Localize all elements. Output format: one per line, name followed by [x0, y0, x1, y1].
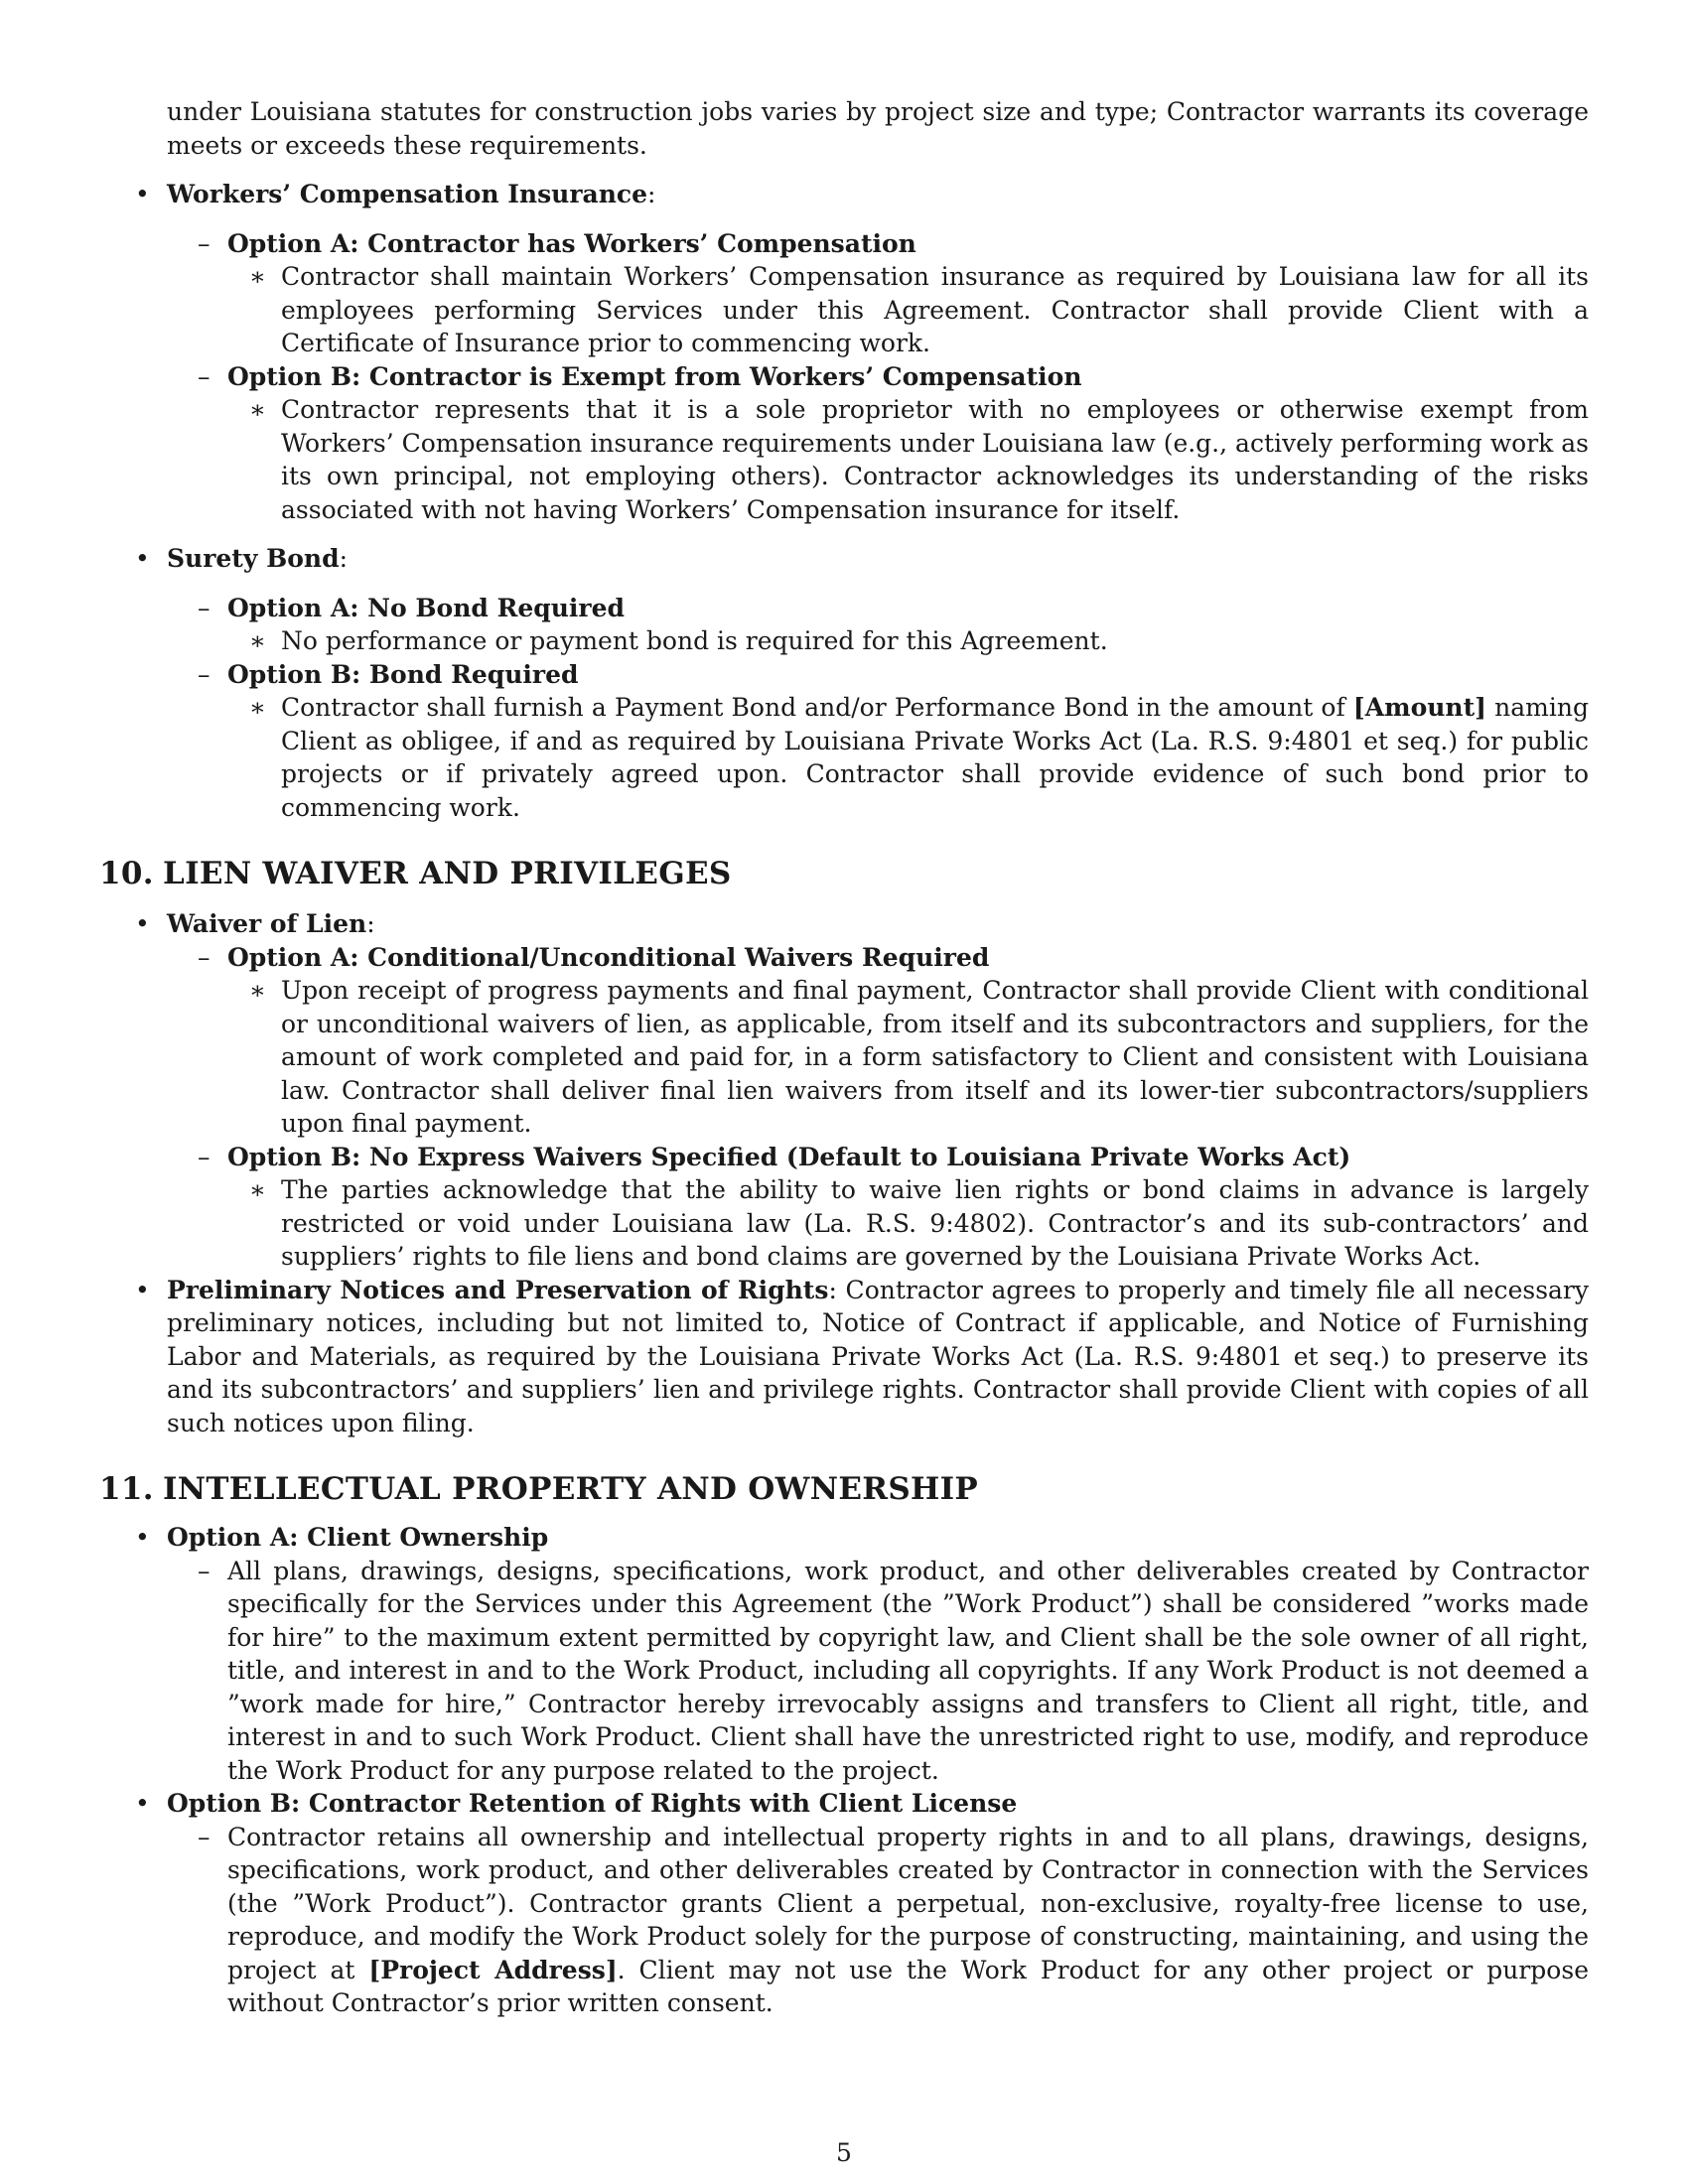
ip-option-a-text	[99, 1555, 1589, 1788]
waiver-label: Waiver of Lien	[167, 909, 367, 938]
surety-bond-option-a-text	[99, 624, 1589, 658]
bullet-icon: •	[135, 544, 150, 573]
asterisk-icon: ∗	[249, 693, 266, 722]
workers-comp-item	[99, 178, 1589, 211]
dash-icon: –	[198, 659, 211, 689]
option-title: Option A: Conditional/Unconditional Waivers Required	[227, 942, 990, 972]
bullet-icon: •	[135, 1523, 150, 1552]
surety-bond-label: Surety Bond	[167, 544, 340, 573]
waiver-of-lien-item	[99, 907, 1589, 941]
option-title: Option B: No Express Waivers Specified (Default to Louisiana Private Works Act)	[227, 1142, 1351, 1171]
option-text	[227, 1821, 1589, 2020]
preliminary-label: Preliminary Notices and Preservation of Rights	[167, 1275, 829, 1304]
dash-icon: –	[198, 1142, 211, 1171]
bullet-icon: •	[135, 909, 150, 938]
preliminary-notices-item	[99, 1274, 1589, 1440]
workers-comp-option-b-text	[99, 393, 1589, 526]
section-title: INTELLECTUAL PROPERTY AND OWNERSHIP	[163, 1471, 979, 1507]
waiver-option-a-text	[99, 974, 1589, 1141]
option-text: The parties acknowledge that the ability to waive lien rights or bond claims in advance is largely restricted or void under Louisiana law (La. R.S. 9:4802). Contractor’s and its sub-contractors’ and suppliers’ rights to file liens and bond claims are governed by the Louisiana Private Works Act.	[281, 1175, 1589, 1271]
option-title: Option B: Contractor Retention of Rights with Client License	[167, 1789, 1018, 1818]
workers-comp-option-a-text	[99, 260, 1589, 360]
workers-comp-label: Workers’ Compensation Insurance	[167, 180, 648, 208]
dash-icon: –	[198, 228, 211, 258]
amount-placeholder: [Amount]	[1352, 693, 1486, 722]
waiver-option-a	[99, 941, 1589, 975]
text-after: . Client may not use the Work Product for any other project or purpose without Contractor’s prior written consent.	[227, 1955, 1589, 2017]
option-title: Option A: No Bond Required	[227, 593, 625, 622]
label-colon: :	[366, 909, 375, 938]
option-title: Option A: Contractor has Workers’ Compensation	[227, 228, 916, 258]
section-number: 11.	[99, 1471, 154, 1507]
waiver-option-b-text	[99, 1173, 1589, 1274]
ip-option-b	[99, 1787, 1589, 1821]
bullet-icon: •	[135, 180, 150, 208]
asterisk-icon: ∗	[249, 262, 266, 291]
ip-option-a	[99, 1521, 1589, 1555]
intro-continuation	[99, 95, 1589, 162]
section-11-heading	[99, 1469, 1589, 1509]
asterisk-icon: ∗	[249, 395, 266, 424]
option-text: Contractor shall maintain Workers’ Compensation insurance as required by Louisiana law for all its employees performing Services under this Agreement. Contractor shall provide Client with a Certificate of Insurance prior to commencing work.	[281, 262, 1589, 357]
option-title: Option B: Bond Required	[227, 659, 579, 689]
workers-comp-option-b	[99, 360, 1589, 394]
asterisk-icon: ∗	[249, 626, 266, 655]
option-text	[281, 691, 1589, 824]
section-10-heading	[99, 854, 1589, 893]
ip-option-b-text	[99, 1821, 1589, 2020]
option-text: No performance or payment bond is required for this Agreement.	[281, 626, 1108, 655]
project-address-placeholder: [Project Address]	[368, 1955, 618, 1984]
option-text: Contractor represents that it is a sole proprietor with no employees or otherwise exempt from Workers’ Compensation insurance requirements under Louisiana law (e.g., actively performing work as its own principal, not employing others). Contractor acknowledges its understanding of the risks associated with not having Workers’ Compensation insurance for itself.	[281, 395, 1589, 524]
dash-icon: –	[198, 1556, 211, 1585]
preliminary-text: : Contractor agrees to properly and timely file all necessary preliminary notices, including but not limited to, Notice of Contract if applicable, and Notice of Furnishing Labor and Materials, as required by the Louisiana Private Works Act (La. R.S. 9:4801 et seq.) to preserve its and its subcontractors’ and suppliers’ lien and privilege rights. Contractor shall provide Client with copies of all such notices upon filing.	[167, 1275, 1589, 1437]
option-title: Option B: Contractor is Exempt from Workers’ Compensation	[227, 361, 1082, 391]
text-before: Contractor shall furnish a Payment Bond and/or Performance Bond in the amount of	[281, 693, 1353, 722]
option-text: Upon receipt of progress payments and final payment, Contractor shall provide Client with conditional or unconditional waivers of lien, as applicable, from itself and its subcontractors and suppliers, for the amount of work completed and paid for, in a form satisfactory to Client and consistent with Louisiana law. Contractor shall deliver final lien waivers from itself and its lower-tier subcontractors/suppliers upon final payment.	[281, 976, 1589, 1138]
document-page	[99, 95, 1589, 2020]
surety-bond-item	[99, 542, 1589, 576]
option-text: All plans, drawings, designs, specifications, work product, and other deliverables created by Contractor specifically for the Services under this Agreement (the ”Work Product”) shall be considered ”works made for hire” to the maximum extent permitted by copyright law, and Client shall be the sole owner of all right, title, and interest in and to the Work Product, including all copyrights. If any Work Product is not deemed a ”work made for hire,” Contractor hereby irrevocably assigns and transfers to Client all right, title, and interest in and to such Work Product. Client shall have the unrestricted right to use, modify, and reproduce the Work Product for any purpose related to the project.	[227, 1556, 1589, 1785]
bullet-icon: •	[135, 1789, 150, 1818]
page-number: 5	[836, 2138, 852, 2167]
section-number: 10.	[99, 856, 154, 891]
text-before: Contractor retains all ownership and intellectual property rights in and to all plans, drawings, designs, specifications, work product, and other deliverables created by Contractor in connection with the Services (the ”Work Product”). Contractor grants Client a perpetual, non-exclusive, royalty-free license to use, reproduce, and modify the Work Product solely for the purpose of constructing, maintaining, and using the project at	[227, 1822, 1589, 1984]
surety-bond-option-b	[99, 658, 1589, 692]
surety-bond-option-b-text	[99, 691, 1589, 824]
dash-icon: –	[198, 361, 211, 391]
section-title: LIEN WAIVER AND PRIVILEGES	[163, 856, 732, 891]
label-colon: :	[339, 544, 348, 573]
bullet-icon: •	[135, 1275, 150, 1304]
option-title: Option A: Client Ownership	[167, 1523, 549, 1552]
intro-text: under Louisiana statutes for construction jobs varies by project size and type; Contractor warrants its coverage meets or exceeds these requirements.	[167, 97, 1589, 160]
text-after: naming Client as obligee, if and as required by Louisiana Private Works Act (La. R.S. 9:4801 et seq.) for public projects or if privately agreed upon. Contractor shall provide evidence of such bond prior to commencing work.	[281, 693, 1589, 822]
workers-comp-option-a	[99, 227, 1589, 261]
label-colon: :	[647, 180, 656, 208]
dash-icon: –	[198, 1822, 211, 1851]
asterisk-icon: ∗	[249, 1175, 266, 1204]
dash-icon: –	[198, 942, 211, 972]
dash-icon: –	[198, 593, 211, 622]
asterisk-icon: ∗	[249, 976, 266, 1005]
surety-bond-option-a	[99, 592, 1589, 625]
waiver-option-b	[99, 1141, 1589, 1174]
